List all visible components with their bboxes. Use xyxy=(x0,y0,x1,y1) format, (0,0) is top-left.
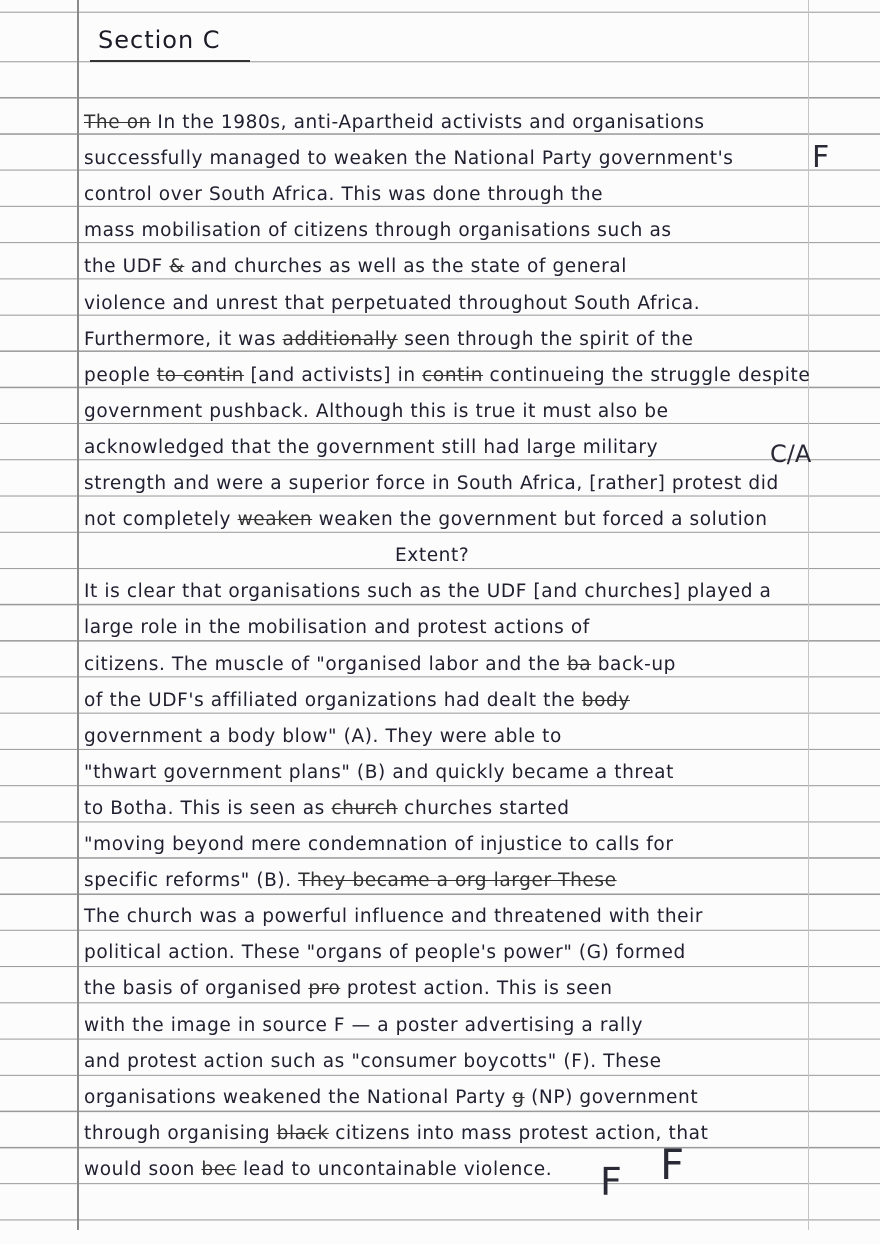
struck-text: ba xyxy=(566,653,592,675)
text-line xyxy=(84,401,669,422)
text-line xyxy=(84,581,772,602)
line-text: the UDF xyxy=(84,256,170,278)
line-text: Furthermore, it was xyxy=(84,328,283,350)
text-line xyxy=(84,1015,643,1036)
line-text: control over South Africa. This was done through the xyxy=(84,184,604,206)
line-text: specific reforms" (B). xyxy=(84,870,299,892)
marker-grade-top: F xyxy=(812,140,830,175)
struck-text: weaken xyxy=(237,509,313,531)
text-line xyxy=(84,365,810,386)
line-text: with the image in source F — a poster advertising a rally xyxy=(84,1014,644,1036)
line-text: citizens. The muscle of "organised labor and the xyxy=(84,653,567,675)
struck-text: church xyxy=(331,797,398,819)
text-line xyxy=(84,1123,708,1144)
line-text: organisations weakened the National Party xyxy=(84,1086,513,1108)
text-line xyxy=(84,293,700,314)
line-text: to Botha. This is seen as xyxy=(84,797,332,819)
struck-text: bec xyxy=(201,1158,237,1180)
text-line xyxy=(84,148,734,169)
text-line xyxy=(84,1087,698,1108)
line-text: the basis of organised xyxy=(84,978,309,1000)
line-text: not completely xyxy=(84,509,238,531)
text-line xyxy=(84,220,672,241)
struck-text: They became a org larger These xyxy=(298,870,617,892)
line-text: through organising xyxy=(84,1122,277,1144)
line-text: back-up xyxy=(591,653,677,675)
marker-grade-bottom-2: F xyxy=(660,1140,685,1189)
line-text: lead to uncontainable violence. xyxy=(236,1158,553,1180)
struck-text: contin xyxy=(422,364,484,386)
line-text: continueing the struggle despite xyxy=(483,364,811,386)
line-text: strength and were a superior force in South Africa, [rather] protest did xyxy=(84,473,779,494)
struck-text: pro xyxy=(308,978,341,1000)
text-line xyxy=(84,256,627,277)
struck-text: additionally xyxy=(282,328,398,350)
text-line xyxy=(84,762,674,783)
line-text: of the UDF's affiliated organizations had dealt the xyxy=(84,689,582,711)
line-text: "thwart government plans" (B) and quickly became a threat xyxy=(84,761,674,783)
line-text: acknowledged that the government still had large military xyxy=(84,436,659,458)
struck-text: & xyxy=(169,256,185,278)
marker-grade-bottom-1: F xyxy=(600,1160,622,1204)
line-text: citizens into mass protest action, that xyxy=(328,1122,709,1144)
text-line xyxy=(84,798,570,819)
line-text: (NP) government xyxy=(524,1086,699,1108)
text-line xyxy=(84,473,779,494)
text-line xyxy=(84,870,617,891)
line-text: violence and unrest that perpetuated throughout South Africa. xyxy=(84,292,701,314)
line-text: would soon xyxy=(84,1158,202,1180)
text-line xyxy=(84,906,703,927)
line-text: and churches as well as the state of general xyxy=(184,256,627,278)
text-line xyxy=(84,690,630,711)
text-line xyxy=(84,942,686,963)
text-line xyxy=(84,726,562,747)
line-text: successfully managed to weaken the National Party government's xyxy=(84,148,734,170)
line-text: government pushback. Although this is true it must also be xyxy=(84,400,669,422)
text-line xyxy=(84,184,603,205)
line-text: Extent? xyxy=(395,545,470,567)
line-text: and protest action such as "consumer boycotts" (F). These xyxy=(84,1050,662,1072)
line-text: political action. These "organs of people's power" (G) formed xyxy=(84,942,686,964)
text-line xyxy=(395,545,469,566)
text-line xyxy=(84,1159,552,1180)
text-line xyxy=(84,509,768,530)
line-text: government a body blow" (A). They were able to xyxy=(84,725,562,747)
text-line xyxy=(84,1051,662,1072)
text-line xyxy=(84,329,694,350)
line-text: protest action. This is seen xyxy=(340,978,613,1000)
line-text: It is clear that organisations such as the UDF [and churches] played a xyxy=(84,581,772,603)
marker-comment: C/A xyxy=(770,440,812,468)
struck-text: body xyxy=(581,689,630,711)
struck-text: The on xyxy=(84,112,151,133)
heading-underline xyxy=(90,60,250,62)
section-heading: Section C xyxy=(98,26,221,54)
text-line xyxy=(84,654,676,675)
line-text: "moving beyond mere condemnation of injustice to calls for xyxy=(84,834,674,855)
line-text: weaken the government but forced a solution xyxy=(312,509,768,531)
line-text: In the 1980s, anti-Apartheid activists and organisations xyxy=(150,112,705,133)
struck-text: g xyxy=(512,1086,525,1108)
text-line xyxy=(84,437,658,458)
line-text: large role in the mobilisation and protest actions of xyxy=(84,617,590,639)
line-text: mass mobilisation of citizens through organisations such as xyxy=(84,220,672,242)
line-text: seen through the spirit of the xyxy=(397,328,694,350)
text-line xyxy=(84,112,705,133)
struck-text: black xyxy=(276,1122,329,1144)
right-edge-line xyxy=(808,0,809,1230)
text-line xyxy=(84,978,613,999)
line-text: people xyxy=(84,364,157,386)
line-text: [and activists] in xyxy=(243,364,423,386)
line-text: The church was a powerful influence and threatened with their xyxy=(84,906,704,928)
text-line xyxy=(84,834,674,855)
line-text: churches started xyxy=(397,797,570,819)
text-line xyxy=(84,617,590,638)
struck-text: to contin xyxy=(156,364,244,386)
margin-line xyxy=(77,0,79,1230)
